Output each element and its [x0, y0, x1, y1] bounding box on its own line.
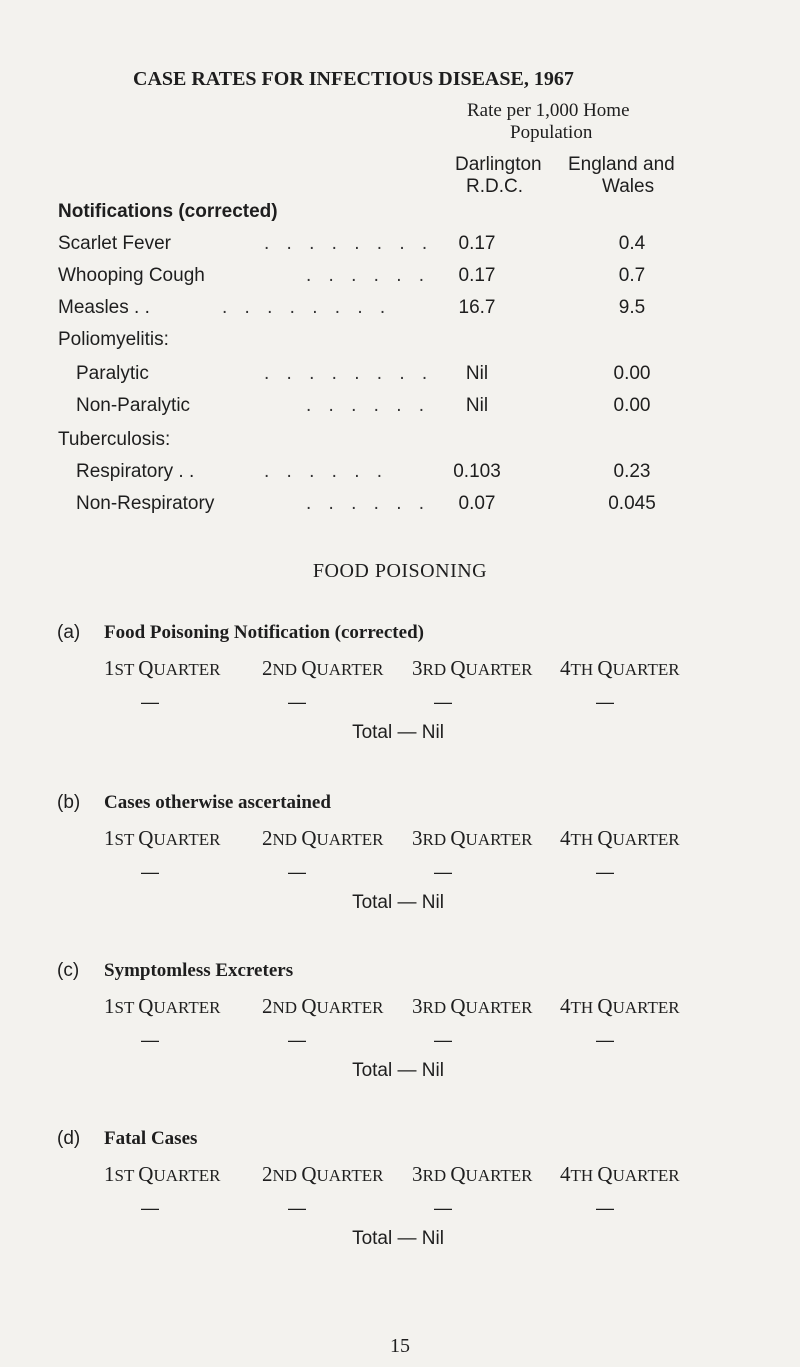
- quarter-value-dash: —: [434, 1030, 452, 1050]
- quarter-header: 2ND QUARTER: [262, 826, 384, 850]
- quarter-header: 4TH QUARTER: [560, 994, 680, 1018]
- quarter-header: 3RD QUARTER: [412, 656, 533, 680]
- page-number: 15: [390, 1335, 410, 1357]
- section-title: Food Poisoning Notification (corrected): [104, 622, 424, 643]
- rate-header-line2: Population: [510, 122, 593, 143]
- row-leaders: . . . . . . . .: [264, 363, 434, 384]
- quarter-value-dash: —: [596, 862, 614, 882]
- quarter-header: 2ND QUARTER: [262, 1162, 384, 1186]
- quarter-value-dash: —: [434, 1198, 452, 1218]
- quarter-value-dash: —: [434, 862, 452, 882]
- row-label: Paralytic: [76, 363, 149, 384]
- quarter-header: 4TH QUARTER: [560, 1162, 680, 1186]
- quarter-value-dash: —: [434, 692, 452, 712]
- quarter-header: 3RD QUARTER: [412, 826, 533, 850]
- row-leaders: . . . . . .: [306, 493, 431, 514]
- cell-england: 0.7: [618, 265, 646, 286]
- quarter-header: 3RD QUARTER: [412, 1162, 533, 1186]
- section-letter: (c): [57, 960, 80, 981]
- cell-england: 0.4: [618, 233, 646, 254]
- quarter-value-dash: —: [141, 692, 159, 712]
- section-total: Total — Nil: [352, 892, 444, 913]
- row-leaders: . . . . . .: [306, 265, 431, 286]
- rate-header-line1: Rate per 1,000 Home: [467, 100, 630, 121]
- section-title: Fatal Cases: [104, 1128, 198, 1149]
- quarter-value-dash: —: [596, 692, 614, 712]
- quarter-value-dash: —: [596, 1030, 614, 1050]
- row-label: Measles . .: [58, 297, 150, 318]
- row-label: Scarlet Fever: [58, 233, 171, 254]
- cell-darlington: 16.7: [458, 297, 496, 318]
- cell-darlington: 0.07: [458, 493, 496, 514]
- row-label: Respiratory . .: [76, 461, 195, 482]
- quarter-header: 1ST QUARTER: [104, 1162, 221, 1186]
- cell-darlington: Nil: [465, 395, 489, 416]
- section-title: Cases otherwise ascertained: [104, 792, 331, 813]
- row-label: Non-Respiratory: [76, 493, 215, 514]
- section-total: Total — Nil: [352, 1228, 444, 1249]
- quarter-value-dash: —: [141, 1030, 159, 1050]
- cell-england: 0.00: [613, 395, 651, 416]
- section-total: Total — Nil: [352, 1060, 444, 1081]
- cell-darlington: 0.103: [453, 461, 501, 482]
- notifications-label: Notifications (corrected): [58, 201, 278, 222]
- section-letter: (d): [57, 1128, 81, 1149]
- quarter-value-dash: —: [141, 1198, 159, 1218]
- col-darlington-line1: Darlington: [455, 154, 542, 175]
- row-leaders: . . . . . .: [306, 395, 431, 416]
- row-group-heading: Tuberculosis:: [58, 429, 171, 450]
- quarter-header: 1ST QUARTER: [104, 656, 221, 680]
- quarter-value-dash: —: [288, 692, 306, 712]
- quarter-value-dash: —: [288, 1030, 306, 1050]
- cell-england: 0.045: [608, 493, 656, 514]
- section-letter: (b): [57, 792, 81, 813]
- quarter-header: 2ND QUARTER: [262, 994, 384, 1018]
- page-title: CASE RATES FOR INFECTIOUS DISEASE, 1967: [133, 68, 574, 90]
- quarter-header: 1ST QUARTER: [104, 826, 221, 850]
- row-group-heading: Poliomyelitis:: [58, 329, 169, 350]
- col-england-line2: Wales: [602, 176, 655, 197]
- section-total: Total — Nil: [352, 722, 444, 743]
- row-label: Non-Paralytic: [76, 395, 191, 416]
- quarter-value-dash: —: [141, 862, 159, 882]
- cell-darlington: Nil: [465, 363, 489, 384]
- col-darlington-line2: R.D.C.: [466, 176, 523, 197]
- cell-darlington: 0.17: [458, 233, 496, 254]
- section-letter: (a): [57, 622, 81, 643]
- quarter-value-dash: —: [596, 1198, 614, 1218]
- row-leaders: . . . . . . . .: [264, 233, 434, 254]
- quarter-header: 3RD QUARTER: [412, 994, 533, 1018]
- quarter-header: 1ST QUARTER: [104, 994, 221, 1018]
- col-england-line1: England and: [568, 154, 675, 175]
- food-poisoning-title: FOOD POISONING: [312, 560, 488, 582]
- quarter-header: 4TH QUARTER: [560, 656, 680, 680]
- quarter-header: 2ND QUARTER: [262, 656, 384, 680]
- row-leaders: . . . . . . . .: [222, 297, 392, 318]
- cell-darlington: 0.17: [458, 265, 496, 286]
- row-leaders: . . . . . .: [264, 461, 389, 482]
- row-label: Whooping Cough: [58, 265, 205, 286]
- cell-england: 9.5: [618, 297, 646, 318]
- quarter-header: 4TH QUARTER: [560, 826, 680, 850]
- cell-england: 0.23: [613, 461, 651, 482]
- cell-england: 0.00: [613, 363, 651, 384]
- quarter-value-dash: —: [288, 1198, 306, 1218]
- section-title: Symptomless Excreters: [104, 960, 294, 981]
- quarter-value-dash: —: [288, 862, 306, 882]
